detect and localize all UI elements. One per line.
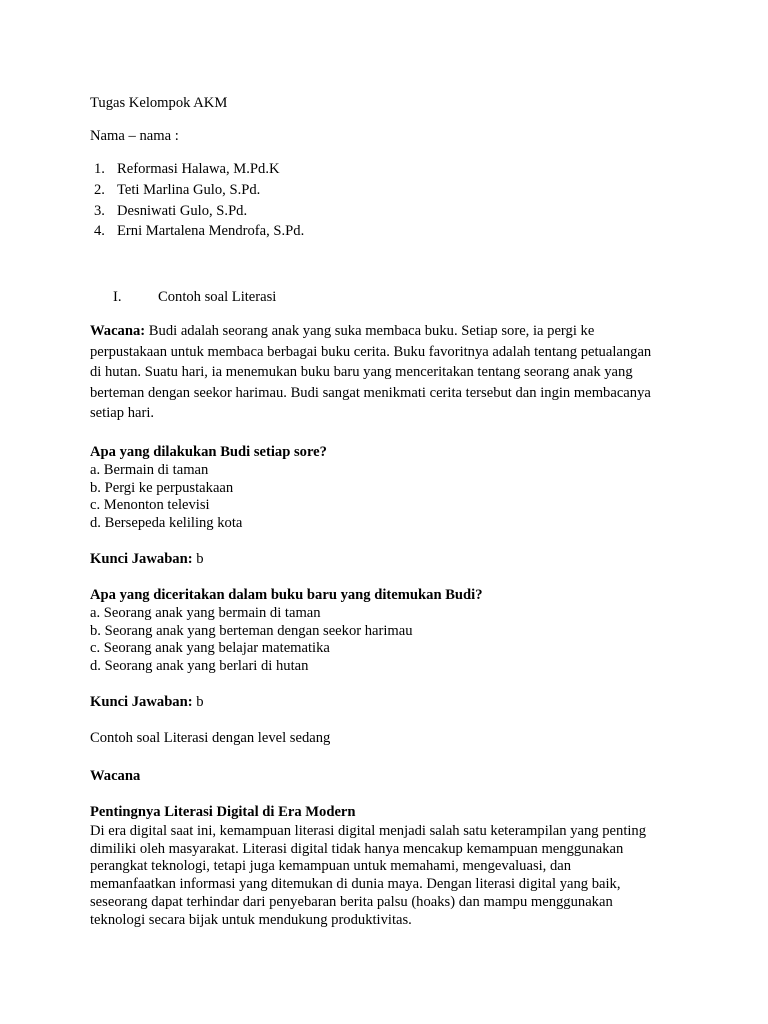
question-text <box>90 586 483 604</box>
answer-key <box>90 693 204 711</box>
passage-title-text: Pentingnya Literasi Digital di Era Modern <box>90 804 356 820</box>
question-1-text: Apa yang dilakukan Budi setiap sore? <box>90 444 327 460</box>
passage-line: setiap hari. <box>90 405 155 421</box>
passage-line <box>90 322 594 340</box>
passage-line: memanfaatkan informasi yang ditemukan di dunia maya. Dengan literasi digital yang baik, <box>90 876 621 892</box>
answer-key-label: Kunci Jawaban: <box>90 694 193 710</box>
answer-option: b. Seorang anak yang berteman dengan seekor harimau <box>90 623 413 639</box>
answer-key-label: Kunci Jawaban: <box>90 551 193 567</box>
section-numeral: I. <box>113 289 122 305</box>
passage-title <box>90 803 356 821</box>
answer-option: c. Seorang anak yang belajar matematika <box>90 640 330 656</box>
passage-line: berteman dengan seekor harimau. Budi sangat menikmati cerita tersebut dan ingin membacanya <box>90 385 651 401</box>
member-number: 3. <box>94 203 105 219</box>
answer-option: d. Seorang anak yang berlari di hutan <box>90 658 309 674</box>
member-number: 2. <box>94 182 105 198</box>
answer-option: d. Bersepeda keliling kota <box>90 515 243 531</box>
passage-line: di hutan. Suatu hari, ia menemukan buku baru yang menceritakan tentang seorang anak yang <box>90 364 633 380</box>
passage-text: Budi adalah seorang anak yang suka membaca buku. Setiap sore, ia pergi ke <box>145 323 595 339</box>
answer-option: a. Seorang anak yang bermain di taman <box>90 605 321 621</box>
passage-line: perangkat teknologi, tetapi juga kemampuan untuk memahami, mengevaluasi, dan <box>90 858 572 874</box>
answer-key-value: b <box>192 694 204 710</box>
passage-line: dimiliki oleh masyarakat. Literasi digital tidak hanya mencakup kemampuan menggunakan <box>90 841 624 857</box>
member-number: 4. <box>94 223 105 239</box>
answer-option: c. Menonton televisi <box>90 497 210 513</box>
member-number: 1. <box>94 161 105 177</box>
section-title: Contoh soal Literasi <box>158 289 277 305</box>
passage-line: perpustakaan untuk membaca berbagai buku cerita. Buku favoritnya adalah tentang petualangan <box>90 344 652 360</box>
passage-label: Wacana: <box>90 323 146 339</box>
passage-line: seseorang dapat terhindar dari penyebaran berita palsu (hoaks) dan mampu menggunakan <box>90 894 613 910</box>
member-name: Teti Marlina Gulo, S.Pd. <box>117 182 261 198</box>
answer-option: a. Bermain di taman <box>90 462 209 478</box>
member-name: Erni Martalena Mendrofa, S.Pd. <box>117 223 305 239</box>
answer-key <box>90 550 204 568</box>
answer-option: b. Pergi ke perpustakaan <box>90 480 234 496</box>
wacana-label: Wacana <box>90 768 141 784</box>
names-label: Nama – nama : <box>90 128 179 144</box>
member-name: Reformasi Halawa, M.Pd.K <box>117 161 280 177</box>
passage-line: Di era digital saat ini, kemampuan literasi digital menjadi salah satu keterampilan yang penting <box>90 823 647 839</box>
wacana-heading <box>90 767 140 785</box>
question-text <box>90 443 327 461</box>
passage-line: teknologi secara bijak untuk mendukung produktivitas. <box>90 912 412 928</box>
answer-key-value: b <box>192 551 204 567</box>
member-name: Desniwati Gulo, S.Pd. <box>117 203 248 219</box>
question-2-text: Apa yang diceritakan dalam buku baru yang ditemukan Budi? <box>90 587 483 603</box>
section-intro: Contoh soal Literasi dengan level sedang <box>90 730 331 746</box>
document-title: Tugas Kelompok AKM <box>90 95 228 111</box>
